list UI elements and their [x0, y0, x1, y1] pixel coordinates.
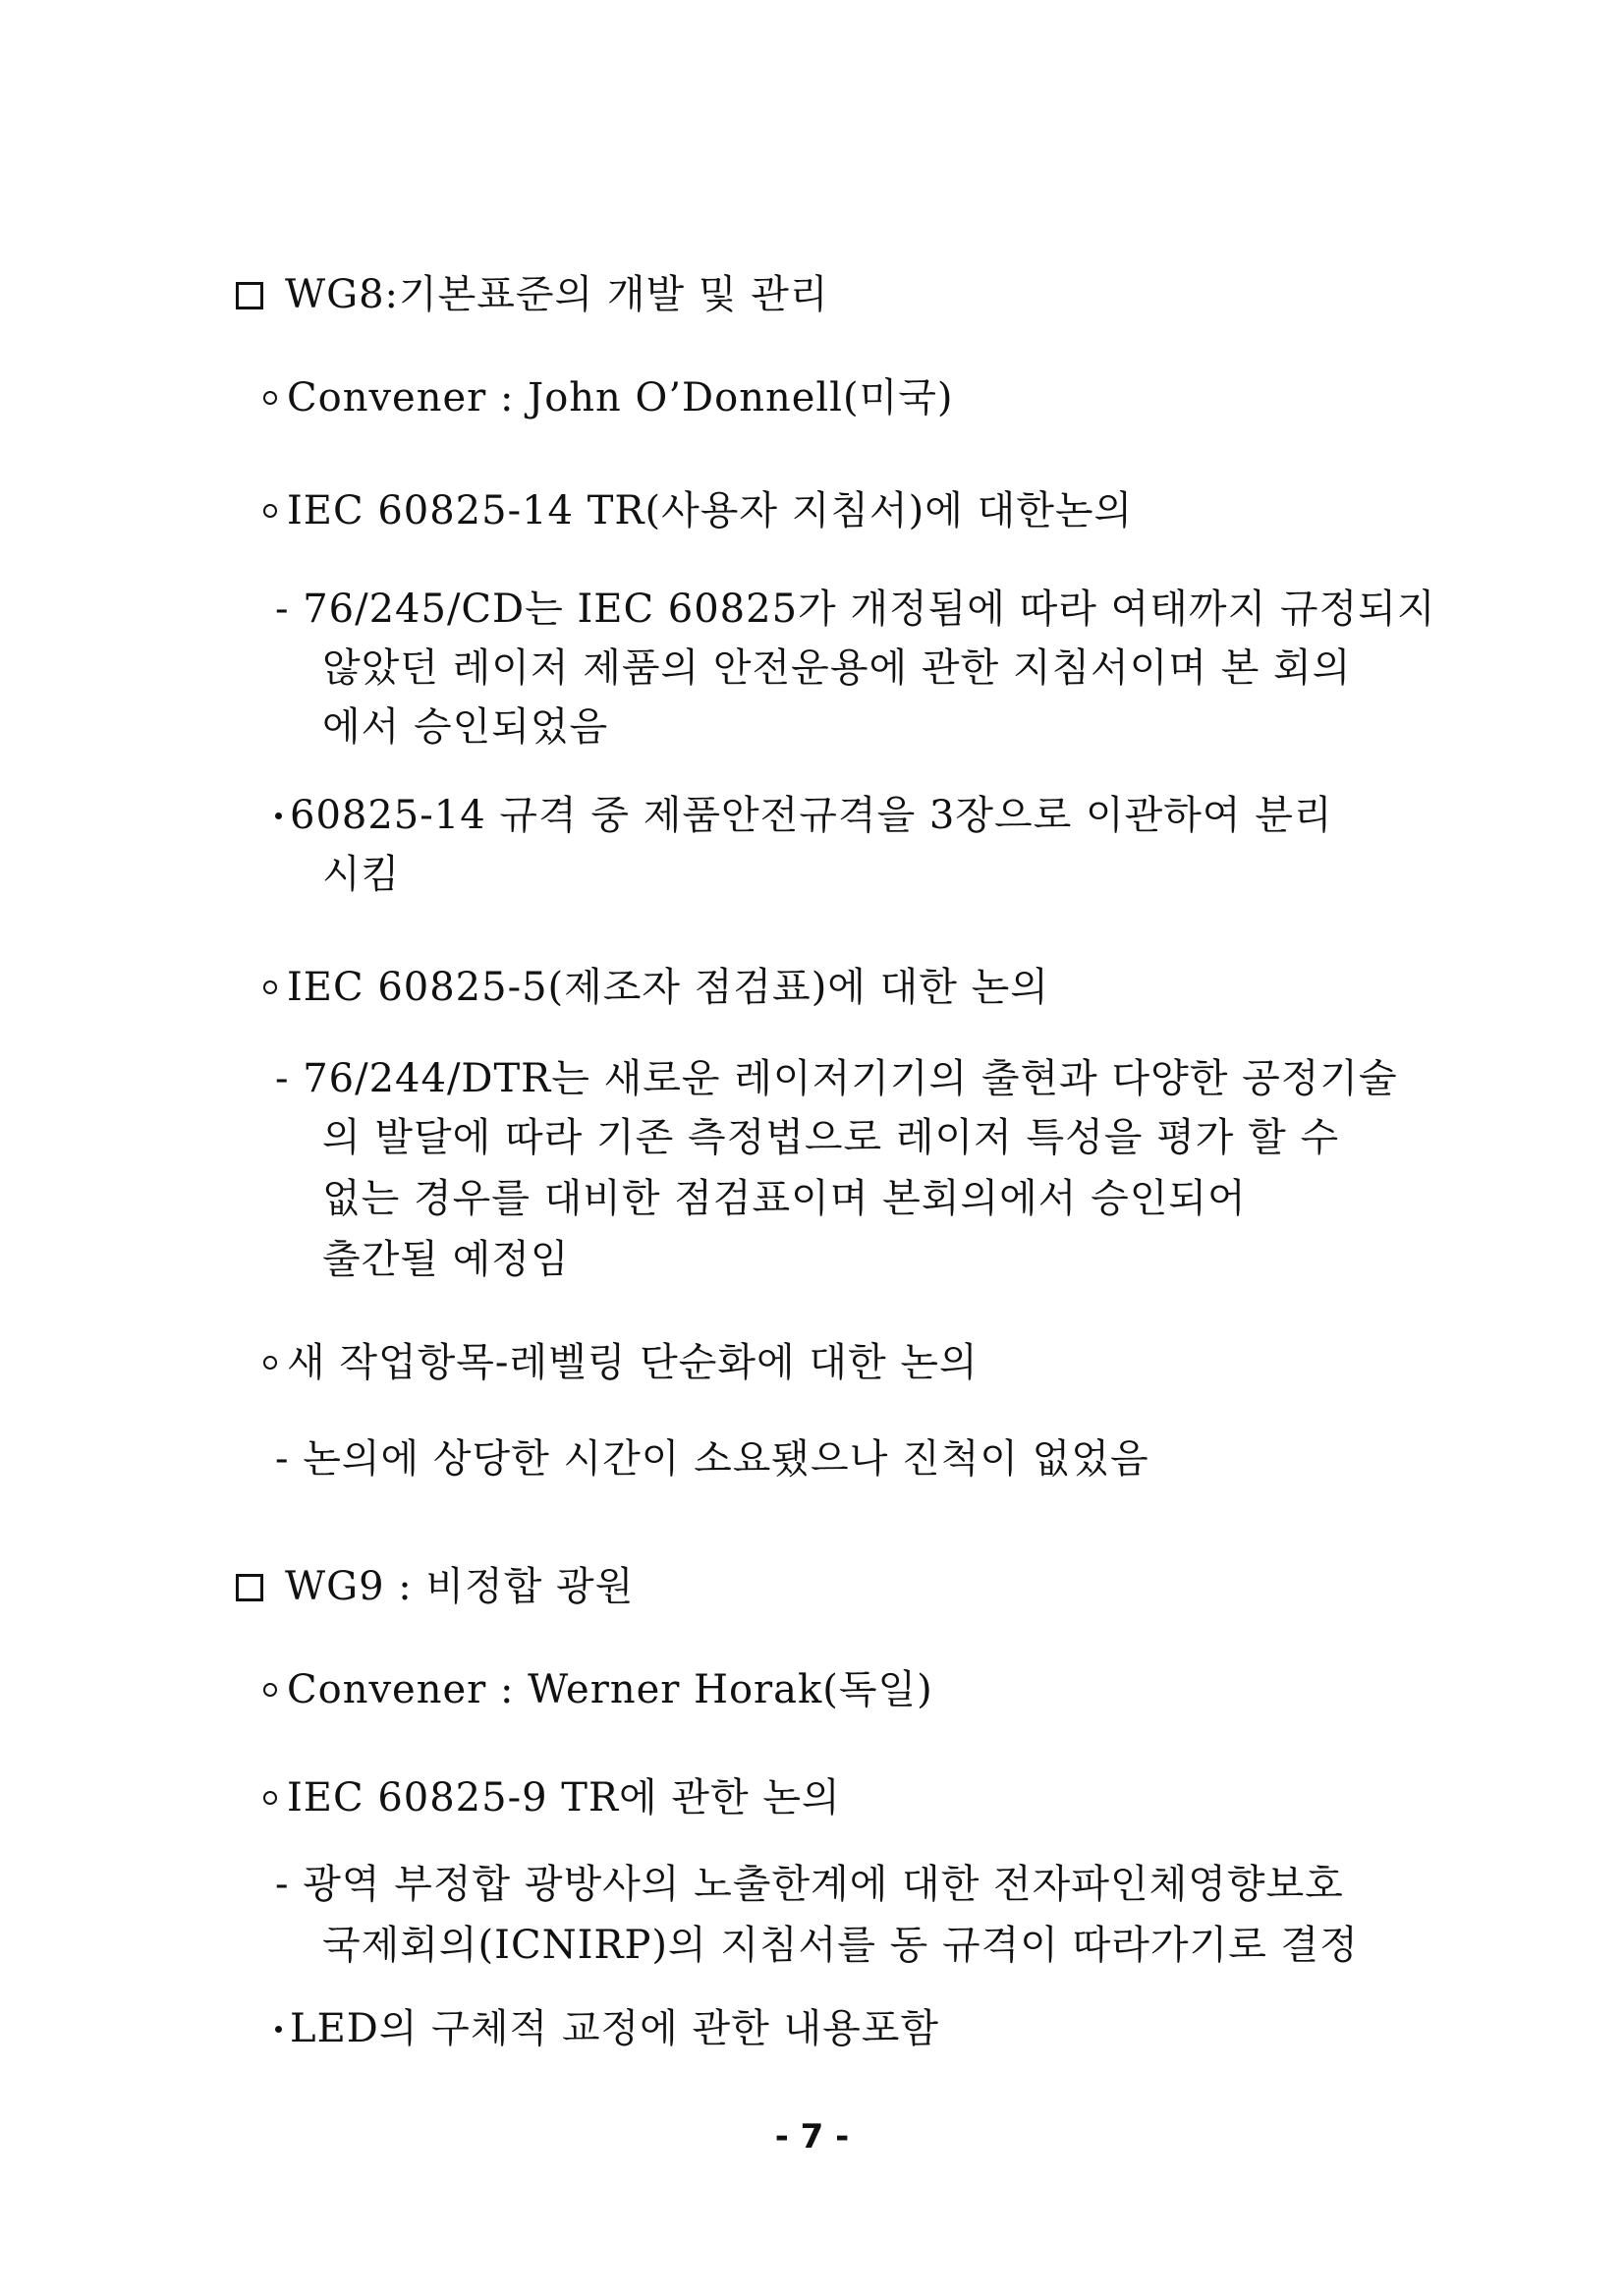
detail-line: - 광역 부정합 광방사의 노출한계에 대한 전자파인체영향보호 — [275, 1862, 1344, 1907]
heading-text: WG8:기본표준의 개발 및 관리 — [285, 272, 829, 317]
section-heading-wg8 — [236, 265, 829, 324]
item-heading-iec-60825-14: IEC 60825-14 TR(사용자 지침서)에 대한논의 — [263, 481, 1133, 540]
section-heading-wg9 — [236, 1557, 634, 1616]
detail-line: - 76/245/CD는 IEC 60825가 개정됨에 따라 여태까지 규정되지 — [275, 587, 1436, 632]
circle-bullet-icon — [263, 504, 277, 518]
item-heading-iec-60825-5: IEC 60825-5(제조자 점검표)에 대한 논의 — [263, 958, 1049, 1017]
detail-line: 국제회의(ICNIRP)의 지침서를 동 규격이 따라가기로 결정 — [322, 1923, 1359, 1968]
checkbox-square-icon — [236, 1574, 263, 1601]
heading-text: WG9 : 비정합 광원 — [285, 1564, 635, 1609]
bullet-line-cont: 시킴 — [322, 852, 401, 897]
detail-line: - 76/244/DTR는 새로운 레이저기기의 출현과 다양한 공정기술 — [275, 1056, 1398, 1101]
bullet-line: 60825-14 규격 중 제품안전규격을 3장으로 이관하여 분리 — [275, 786, 1333, 845]
checkbox-square-icon — [236, 282, 263, 309]
convener-line-wg9: Convener : Werner Horak(독일) — [263, 1660, 933, 1719]
detail-line: - 논의에 상당한 시간이 소요됐으나 진척이 없었음 — [275, 1436, 1149, 1482]
item-heading-iec-60825-9: IEC 60825-9 TR에 관한 논의 — [263, 1768, 841, 1827]
circle-bullet-icon — [263, 1356, 277, 1370]
bullet-line: LED의 구체적 교정에 관한 내용포함 — [275, 1999, 939, 2058]
detail-line: 의 발달에 따라 기존 측정법으로 레이저 특성을 평가 할 수 — [322, 1115, 1340, 1160]
page-number: - 7 - — [774, 2117, 850, 2156]
detail-line: 출간될 예정임 — [322, 1237, 570, 1282]
item-heading-new-work: 새 작업항목-레벨링 단순화에 대한 논의 — [263, 1333, 979, 1392]
circle-bullet-icon — [263, 980, 277, 994]
dot-bullet-icon — [275, 2026, 282, 2033]
convener-line-wg8: Convener : John O’Donnell(미국) — [263, 368, 953, 427]
circle-bullet-icon — [263, 1791, 277, 1805]
dot-bullet-icon — [275, 812, 282, 819]
detail-line: 에서 승인되었음 — [322, 704, 609, 750]
circle-bullet-icon — [263, 391, 277, 405]
circle-bullet-icon — [263, 1683, 277, 1697]
detail-line: 없는 경우를 대비한 점검표이며 본회의에서 승인되어 — [322, 1176, 1247, 1221]
detail-line: 않았던 레이저 제품의 안전운용에 관한 지침서이며 본 회의 — [322, 645, 1352, 691]
